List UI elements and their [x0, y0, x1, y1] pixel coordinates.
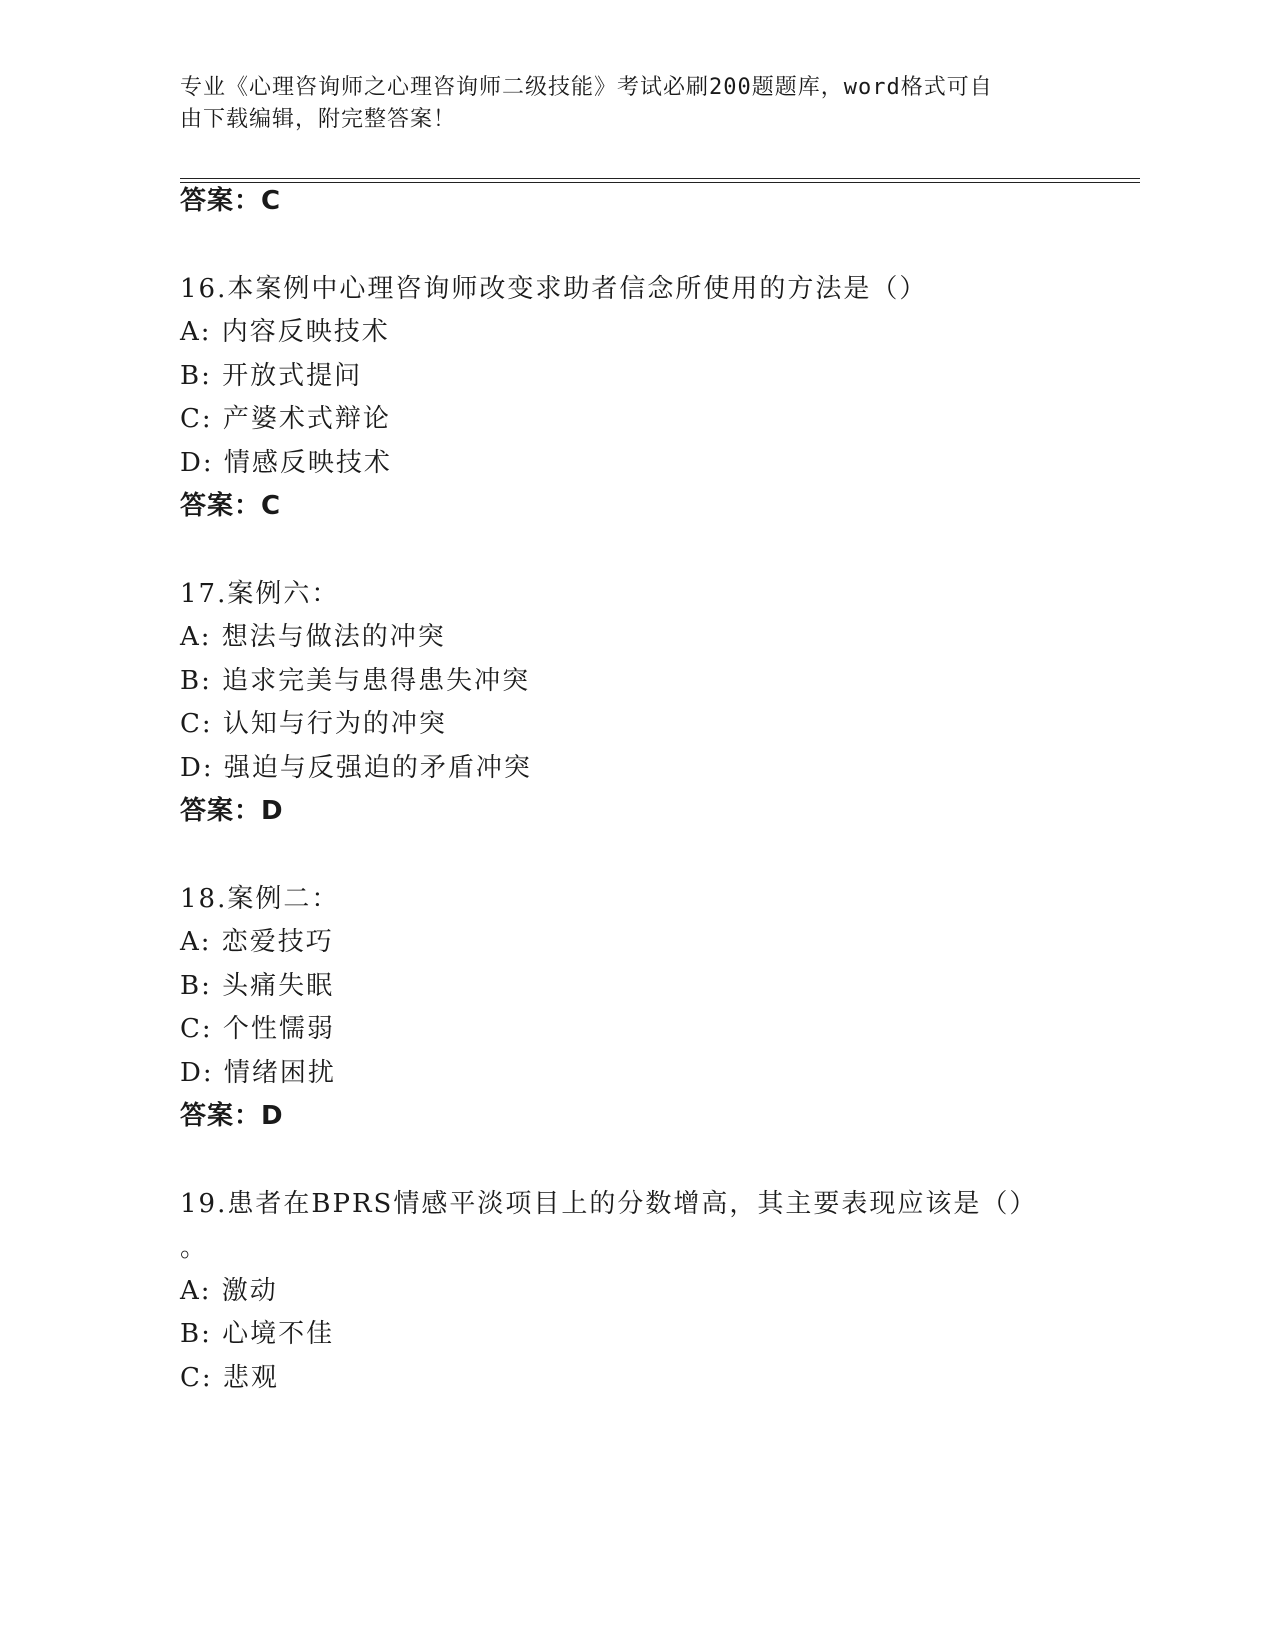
question-16-option-d: D: 情感反映技术	[180, 448, 392, 478]
question-17-answer: 答案：D	[180, 796, 284, 826]
question-18-answer: 答案：D	[180, 1101, 284, 1131]
question-19-stem: 19.患者在BPRS情感平淡项目上的分数增高，其主要表现应该是（）	[180, 1189, 1038, 1219]
question-19-stem-continuation: 。	[180, 1233, 209, 1263]
question-18-stem: 18.案例二：	[180, 884, 340, 914]
question-16-stem: 16.本案例中心理咨询师改变求助者信念所使用的方法是（）	[180, 274, 928, 304]
question-17-option-a: A: 想法与做法的冲突	[180, 622, 446, 652]
header-divider	[180, 178, 1140, 183]
question-19-option-c: C: 悲观	[180, 1363, 279, 1393]
question-18-option-c: C: 个性懦弱	[180, 1014, 335, 1044]
previous-answer: 答案：C	[180, 186, 282, 216]
question-19-option-b: B: 心境不佳	[180, 1319, 335, 1349]
question-17-option-c: C: 认知与行为的冲突	[180, 709, 447, 739]
document-header	[180, 72, 1060, 136]
question-17-option-b: B: 追求完美与患得患失冲突	[180, 666, 531, 696]
question-18-option-d: D: 情绪困扰	[180, 1058, 336, 1088]
header-line-2: 由下载编辑，附完整答案！	[180, 107, 457, 132]
question-18-option-a: A: 恋爱技巧	[180, 927, 334, 957]
question-19-option-a: A: 激动	[180, 1276, 278, 1306]
question-16-option-b: B: 开放式提问	[180, 361, 363, 391]
header-line-1: 专业《心理咨询师之心理咨询师二级技能》考试必刷200题题库，word格式可自	[180, 75, 993, 100]
question-16-option-a: A: 内容反映技术	[180, 317, 390, 347]
question-18-option-b: B: 头痛失眠	[180, 971, 335, 1001]
question-17-option-d: D: 强迫与反强迫的矛盾冲突	[180, 753, 532, 783]
question-16-option-c: C: 产婆术式辩论	[180, 404, 391, 434]
document-page	[180, 0, 1140, 1650]
question-17-stem: 17.案例六：	[180, 579, 340, 609]
question-16-answer: 答案：C	[180, 491, 282, 521]
